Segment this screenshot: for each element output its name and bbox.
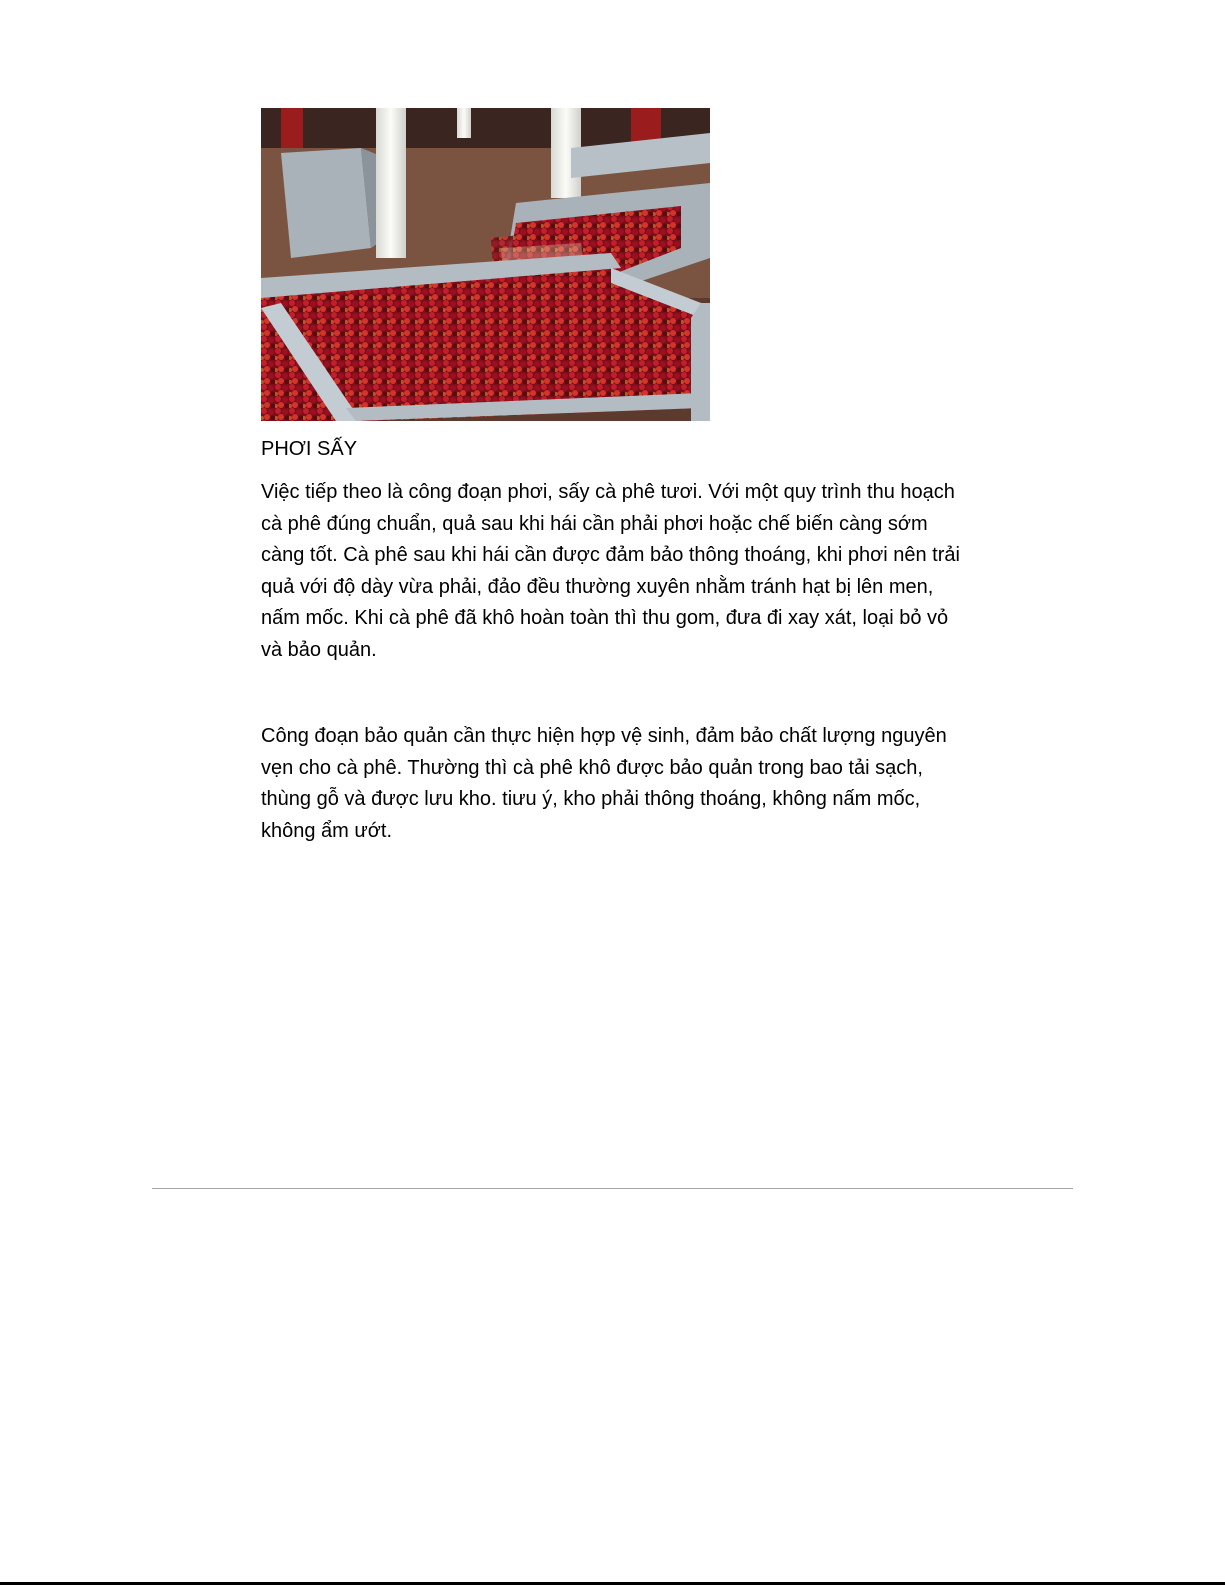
page-divider — [152, 1188, 1073, 1189]
coffee-drying-photo — [261, 108, 710, 421]
image-caption: PHƠI SẤY — [261, 438, 358, 460]
paragraph-storage: Công đoạn bảo quản cần thực hiện hợp vệ sinh, đảm bảo chất lượng nguyên vẹn cho cà phê. Thường thì cà phê khô được bảo quản trong bao tải sạch, thùng gỗ và được lưu kho. tiưu ý, kho phải thông thoáng, không nấm mốc, không ẩm ướt. — [261, 725, 947, 842]
paragraph-drying: Việc tiếp theo là công đoạn phơi, sấy cà phê tươi. Với một quy trình thu hoạch cà phê đúng chuẩn, quả sau khi hái cần phải phơi hoặc chế biến càng sớm càng tốt. Cà phê sau khi hái cần được đảm bảo thông thoáng, khi phơi nên trải quả với độ dày vừa phải, đảo đều thường xuyên nhằm tránh hạt bị lên men, nấm mốc. Khi cà phê đã khô hoàn toàn thì thu gom, đưa đi xay xát, loại bỏ vỏ và bảo quản. — [261, 481, 960, 661]
